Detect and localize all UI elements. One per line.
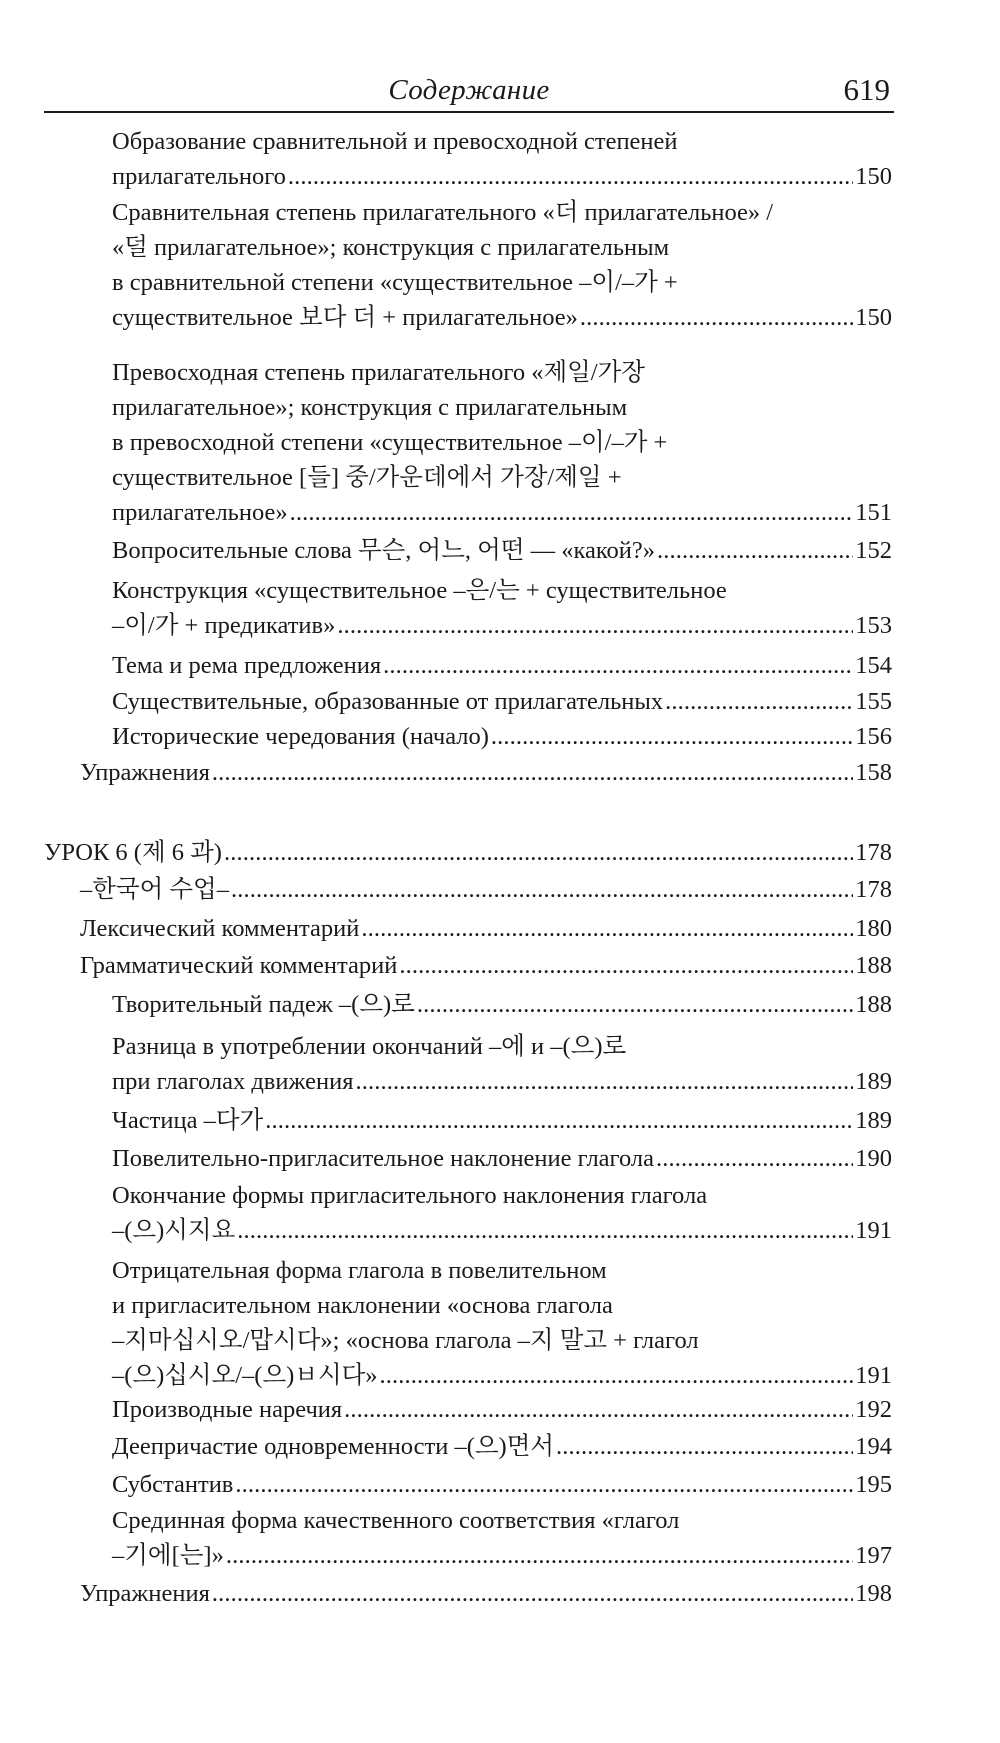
toc-entry-leader [80, 948, 892, 983]
toc-page-number: 151 [855, 499, 892, 526]
toc-entry-text: Субстантив [112, 1471, 234, 1498]
toc-entry-line: –지마십시오/맙시다»; «основа глагола –지 말고 + глагол [112, 1327, 699, 1354]
dot-leader [337, 608, 853, 643]
dot-leader [580, 300, 853, 335]
dot-leader [656, 1141, 853, 1176]
dot-leader [380, 1358, 854, 1393]
toc-entry-line: Окончание формы пригласительного наклонения глагола [112, 1182, 708, 1209]
toc-entry-leader [80, 911, 892, 946]
toc-page-number: 154 [855, 652, 892, 679]
toc-entry-comparative-formation [112, 124, 892, 194]
toc-entry-exercises-lesson-6 [80, 1576, 892, 1611]
toc-entry-leader [80, 872, 892, 907]
dot-leader [235, 1467, 853, 1502]
toc-page-number: 190 [855, 1145, 892, 1172]
toc-entry-derived-adverbs [112, 1392, 892, 1427]
toc-entry-construction [112, 573, 892, 643]
toc-page-number: 192 [855, 1396, 892, 1423]
toc-page-number: 158 [855, 759, 892, 786]
dot-leader [212, 1576, 853, 1611]
toc-entry-line: Сравнительная степень прилагательного «더 прилагательное» / [112, 199, 774, 226]
toc-entry-leader [112, 1538, 892, 1573]
toc-entry-line: прилагательное»; конструкция с прилагательным [112, 394, 628, 421]
toc-entry-text: Производные наречия [112, 1396, 343, 1423]
toc-entry-historical-alternations [112, 719, 892, 754]
dot-leader [212, 755, 853, 790]
dot-leader [665, 684, 853, 719]
toc-page-number: 189 [855, 1068, 892, 1095]
toc-entry-text: –(으)십시오/–(으)ㅂ시다» [112, 1362, 378, 1389]
dot-leader [355, 1064, 853, 1099]
toc-entry-text: Упражнения [80, 1580, 210, 1607]
toc-entry-leader [44, 835, 892, 870]
toc-entry-nouns-from-adjectives [112, 684, 892, 719]
page-title: Содержание [388, 74, 550, 106]
toc-page-number: 188 [855, 952, 892, 979]
toc-entry-line: Срединная форма качественного соответствия «глагол [112, 1507, 680, 1534]
toc-entry-text: прилагательное» [112, 499, 288, 526]
toc-entry-comparative-degree [112, 195, 892, 335]
toc-entry-leader [112, 495, 892, 530]
toc-entry-text: УРОК 6 (제 6 과) [44, 839, 222, 866]
toc-entry-leader [112, 684, 892, 719]
toc-entry-text: –기에[는]» [112, 1542, 224, 1569]
toc-entry-leader [112, 719, 892, 754]
toc-entry-leader [112, 648, 892, 683]
dot-leader [361, 911, 853, 946]
toc-entry-leader [112, 608, 892, 643]
toc-page-number: 188 [855, 991, 892, 1018]
toc-entry-text: Частица –다가 [112, 1107, 264, 1134]
dot-leader [224, 835, 853, 870]
toc-entry-text: –이/가 + предикатив» [112, 612, 336, 639]
toc-entry-text: Вопросительные слова 무슨, 어느, 어떤 — «какой?» [112, 537, 655, 564]
toc-page-number: 194 [855, 1433, 892, 1460]
toc-entry-leader [112, 1141, 892, 1176]
toc-entry-line: в превосходной степени «существительное –이/–가 + [112, 429, 668, 456]
toc-entry-text: Исторические чередования (начало) [112, 723, 489, 750]
toc-entry-text: Повелительно-пригласительное наклонение глагола [112, 1145, 655, 1172]
toc-page-number: 155 [855, 688, 892, 715]
toc-entry-leader [112, 1064, 892, 1099]
toc-entry-theme-rheme [112, 648, 892, 683]
toc-page-number: 198 [855, 1580, 892, 1607]
toc-entry-line: Конструкция «существительное –은/는 + существительное [112, 577, 727, 604]
toc-entry-text: Деепричастие одновременности –(으)면서 [112, 1433, 555, 1460]
toc-entry-substantive [112, 1467, 892, 1502]
toc-entry-superlative-degree [112, 355, 892, 530]
toc-entry-leader [112, 1429, 892, 1464]
toc-page-number: 150 [855, 163, 892, 190]
toc-entry-text: –(으)시지요 [112, 1217, 236, 1244]
toc-entry-line: «덜 прилагательное»; конструкция с прилагательным [112, 234, 670, 261]
dot-leader [383, 648, 853, 683]
toc-page-number: 191 [855, 1217, 892, 1244]
toc-entry-leader [80, 755, 892, 790]
dot-leader [290, 495, 854, 530]
toc-page-number: 189 [855, 1107, 892, 1134]
toc-entry-particle-daga [112, 1103, 892, 1138]
toc-entry-leader [112, 1358, 892, 1393]
toc-page-number: 180 [855, 915, 892, 942]
toc-page-number: 156 [855, 723, 892, 750]
toc-page-number: 191 [855, 1362, 892, 1389]
toc-entry-leader [112, 1467, 892, 1502]
toc-page-number: 178 [855, 839, 892, 866]
toc-page-number: 152 [855, 537, 892, 564]
toc-entry-text: –한국어 수업– [80, 876, 229, 903]
toc-entry-leader [80, 1576, 892, 1611]
dot-leader [237, 1213, 853, 1248]
toc-entry-text: Тема и рема предложения [112, 652, 382, 679]
toc-entry-leader [112, 987, 892, 1022]
toc-entry-simultaneity-gerund [112, 1429, 892, 1464]
toc-page-number: 150 [855, 304, 892, 331]
toc-entry-text: Лексический комментарий [80, 915, 360, 942]
dot-leader [344, 1392, 853, 1427]
toc-page-number: 197 [855, 1542, 892, 1569]
toc-entry-instrumental-case [112, 987, 892, 1022]
toc-entry-leader [112, 1103, 892, 1138]
dot-leader [657, 533, 853, 568]
toc-entry-text: Творительный падеж –(으)로 [112, 991, 415, 1018]
toc-entry-propositive-ending [112, 1178, 892, 1248]
toc-entry-line: существительное [들] 중/가운데에서 가장/제일 + [112, 464, 622, 491]
dot-leader [491, 719, 853, 754]
toc-entry-text: Грамматический комментарий [80, 952, 398, 979]
dot-leader [231, 872, 853, 907]
toc-page-number: 195 [855, 1471, 892, 1498]
toc-entry-leader [112, 1392, 892, 1427]
toc-entry-line: Образование сравнительной и превосходной степеней [112, 128, 678, 155]
dot-leader [399, 948, 853, 983]
toc-entry-text: Упражнения [80, 759, 210, 786]
dot-leader [288, 159, 853, 194]
toc-entry-line: в сравнительной степени «существительное –이/–가 + [112, 269, 678, 296]
toc-entry-line: Разница в употреблении окончаний –에 и –(으)로 [112, 1033, 627, 1060]
toc-entry-question-words [112, 533, 892, 568]
toc-entry-medial-form [112, 1503, 892, 1573]
toc-entry-lexical-commentary [80, 911, 892, 946]
dot-leader [226, 1538, 853, 1573]
toc-entry-ending-difference [112, 1029, 892, 1099]
toc-entry-text: существительное 보다 더 + прилагательное» [112, 304, 578, 331]
toc-entry-line: и пригласительном наклонении «основа глагола [112, 1292, 613, 1319]
toc-entry-imperative-mood [112, 1141, 892, 1176]
toc-entry-leader [112, 159, 892, 194]
toc-page-number: 153 [855, 612, 892, 639]
toc-page-number: 178 [855, 876, 892, 903]
toc-entry-text: прилагательного [112, 163, 286, 190]
toc-entry-korean-class [80, 872, 892, 907]
toc-entry-leader [112, 533, 892, 568]
dot-leader [265, 1103, 853, 1138]
toc-entry-lesson-6 [44, 835, 892, 870]
toc-entry-exercises [80, 755, 892, 790]
toc-entry-line: Превосходная степень прилагательного «제일/가장 [112, 359, 645, 386]
dot-leader [556, 1429, 853, 1464]
toc-entry-leader [112, 1213, 892, 1248]
toc-entry-text: при глаголах движения [112, 1068, 354, 1095]
toc-entry-grammar-commentary [80, 948, 892, 983]
toc-entry-line: Отрицательная форма глагола в повелительном [112, 1257, 607, 1284]
toc-entry-negative-form [112, 1253, 892, 1393]
toc-entry-text: Существительные, образованные от прилагательных [112, 688, 664, 715]
page-number: 619 [843, 72, 890, 107]
toc-entry-leader [112, 300, 892, 335]
dot-leader [417, 987, 853, 1022]
